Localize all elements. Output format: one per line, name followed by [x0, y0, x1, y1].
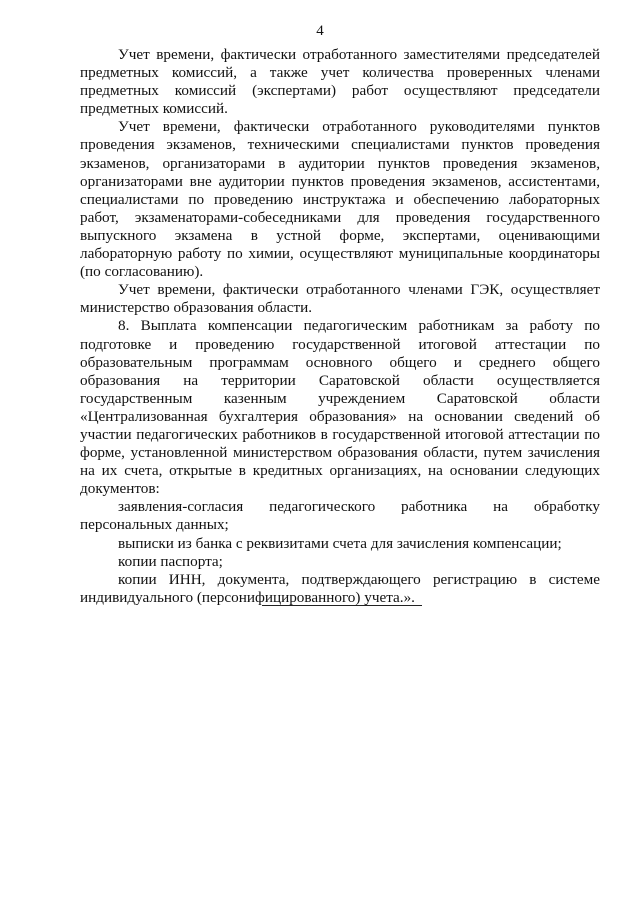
list-item-inn-copy: копии ИНН, документа, подтверждающего регистрацию в системе индивидуального (персонифицированного) учета.». — [80, 570, 600, 606]
list-item-consent-statement: заявления-согласия педагогического работника на обработку персональных данных; — [80, 498, 600, 534]
document-body — [80, 46, 600, 607]
closing-divider — [262, 605, 422, 606]
list-item-bank-statement: выписки из банка с реквизитами счета для зачисления компенсации; — [118, 534, 562, 552]
paragraph-exam-staff-time: Учет времени, фактически отработанного руководителями пунктов проведения экзаменов, техническими специалистами пунктов проведения экзаменов, организаторами в аудитории пунктов проведения экзаменов, организаторами вне аудитории пунктов проведения экзаменов, ассистентами, специалистами по проведению инструктажа и обеспечению лабораторных работ, экзаменаторами-собеседниками для проведения государственного выпускного экзамена в устной форме, экспертами, оценивающими лабораторную работу по химии, осуществляют муниципальные координаторы (по согласованию). — [80, 118, 600, 281]
paragraph-gek-members-time: Учет времени, фактически отработанного членами ГЭК, осуществляет министерство образования области. — [80, 281, 600, 317]
list-item-passport-copy: копии паспорта; — [118, 552, 223, 570]
page-number: 4 — [316, 23, 324, 39]
paragraph-compensation-payment: 8. Выплата компенсации педагогическим работникам за работу по подготовке и проведению государственной итоговой аттестации по образовательным программам основного общего и среднего общего образования на территории Саратовской области осуществляется государственным казенным учреждением Саратовской области «Централизованная бухгалтерия образования» на основании сведений об участии педагогических работников в государственной итоговой аттестации по форме, установленной министерством образования области, путем зачисления на их счета, открытые в кредитных организациях, на основании следующих документов: — [80, 317, 600, 498]
paragraph-deputy-chairs-time: Учет времени, фактически отработанного заместителями председателей предметных комиссий, а также учет количества проверенных членами предметных комиссий (экспертами) работ осуществляют председатели предметных комиссий. — [80, 46, 600, 118]
